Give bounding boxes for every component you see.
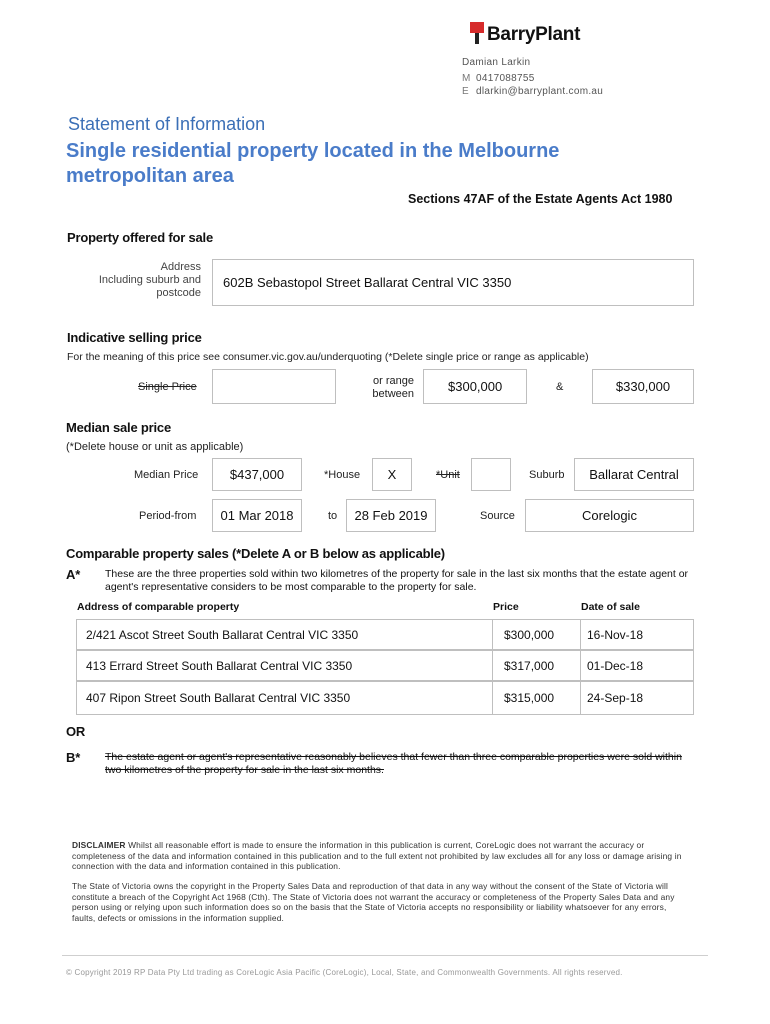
agent-email (462, 86, 603, 97)
comparable-row (76, 650, 694, 681)
option-a-label: A* (66, 567, 81, 582)
barryplant-logo-icon (470, 22, 484, 44)
period-to-field[interactable]: 28 Feb 2019 (346, 499, 436, 532)
comparable-address[interactable]: 2/421 Ascot Street South Ballarat Central VIC 3350 (86, 627, 359, 642)
col-header-address: Address of comparable property (77, 601, 240, 613)
range-low-field[interactable]: $300,000 (423, 369, 527, 404)
address-label-line-3: postcode (156, 287, 201, 299)
agent-mobile (462, 73, 535, 84)
mobile-label: M (462, 73, 471, 84)
house-label: *House (324, 469, 361, 481)
col-header-price: Price (493, 601, 519, 613)
act-reference: Sections 47AF of the Estate Agents Act 1980 (408, 192, 673, 206)
range-high-field[interactable]: $330,000 (592, 369, 694, 404)
comparable-row (76, 619, 694, 650)
disclaimer-text: Whilst all reasonable effort is made to ensure the information in this publication is current, CoreLogic does not warrant the accuracy or completeness of the data and information contained in this publication and to the full extent not prohibited by law excludes all for any loss or damage arising in connection with the data and information contained in this publication. (72, 840, 682, 871)
comparable-date[interactable]: 01-Dec-18 (587, 658, 644, 673)
property-address-field[interactable]: 602B Sebastopol Street Ballarat Central VIC 3350 (212, 259, 694, 306)
brand-name: BarryPlant (487, 24, 581, 45)
comparable-date[interactable]: 24-Sep-18 (587, 691, 644, 705)
footer-copyright: © Copyright 2019 RP Data Pty Ltd trading as CoreLogic Asia Pacific (CoreLogic), Local, State, and Commonwealth Governments. All rights reserved. (66, 968, 623, 977)
comparable-row (76, 681, 694, 715)
range-label-line-2: between (372, 388, 414, 400)
median-price-label: Median Price (134, 469, 199, 481)
source-field[interactable]: Corelogic (525, 499, 694, 532)
document-main-title: Single residential property located in the Melbourne metropolitan area (66, 140, 560, 187)
comparable-date[interactable]: 16-Nov-18 (587, 627, 644, 642)
disclaimer (72, 840, 690, 872)
footer-divider (62, 955, 708, 956)
single-price-field[interactable] (212, 369, 336, 404)
selling-price-note: For the meaning of this price see consumer.vic.gov.au/underquoting (*Delete single price or range as applicable) (67, 351, 589, 363)
option-a-text: These are the three properties sold within two kilometres of the property for sale in the last six months that the estate agent or agent's representative considers to be most comparable to the property for sale. (105, 568, 689, 593)
range-ampersand: & (556, 381, 564, 393)
comparable-price[interactable]: $315,000 (504, 691, 555, 705)
median-price-field[interactable]: $437,000 (212, 458, 302, 491)
source-label: Source (480, 510, 515, 522)
mobile-number[interactable]: 0417088755 (476, 73, 535, 84)
median-note: (*Delete house or unit as applicable) (66, 441, 244, 453)
email-address[interactable]: dlarkin@barryplant.com.au (476, 86, 604, 97)
comparable-address[interactable]: 413 Errard Street South Ballarat Central VIC 3350 (86, 658, 353, 673)
unit-checkbox[interactable] (471, 458, 511, 491)
unit-label: *Unit (436, 469, 460, 481)
copyright-notice: The State of Victoria owns the copyright in the Property Sales Data and reproduction of that data in any way without the consent of the State of Victoria will constitute a breach of the Copyright Act 1968 (Cth). The State of Victoria does not warrant the accuracy or completeness of the Property Sales Data and any person using or relying upon such information does so on the basis that the State of Victoria accepts no responsibility or liability whatsoever for any errors, faults, defects or omissions in the information supplied. (72, 881, 675, 923)
statement-title: Statement of Information (68, 114, 266, 134)
single-price-label: Single Price (138, 381, 197, 393)
period-from-label: Period-from (139, 510, 197, 522)
address-label (90, 261, 201, 300)
option-b-label: B* (66, 750, 81, 765)
or-label: OR (66, 724, 86, 739)
comparable-heading: Comparable property sales (*Delete A or B below as applicable) (66, 546, 445, 561)
suburb-label: Suburb (529, 469, 565, 481)
address-label-line-1: Address (160, 261, 201, 273)
comparable-price[interactable]: $317,000 (504, 658, 555, 673)
address-label-line-2: Including suburb and (98, 274, 201, 286)
house-checkbox[interactable]: X (372, 458, 412, 491)
email-label: E (462, 86, 469, 97)
period-from-field[interactable]: 01 Mar 2018 (212, 499, 302, 532)
range-label-line-1: or range (373, 375, 414, 387)
selling-price-heading: Indicative selling price (67, 330, 202, 345)
disclaimer-label: DISCLAIMER (72, 840, 126, 850)
range-label (350, 375, 414, 401)
col-header-date: Date of sale (581, 601, 640, 613)
comparable-address[interactable]: 407 Ripon Street South Ballarat Central VIC 3350 (86, 691, 351, 705)
comparable-price[interactable]: $300,000 (504, 627, 555, 642)
period-to-label: to (328, 510, 338, 522)
property-heading: Property offered for sale (67, 230, 213, 245)
agent-name: Damian Larkin (462, 57, 531, 68)
suburb-field[interactable]: Ballarat Central (574, 458, 694, 491)
median-heading: Median sale price (66, 420, 171, 435)
option-b-text: The estate agent or agent's representative reasonably believes that fewer than three comparable properties were sold within two kilometres of the property for sale in the last six months. (105, 751, 682, 776)
